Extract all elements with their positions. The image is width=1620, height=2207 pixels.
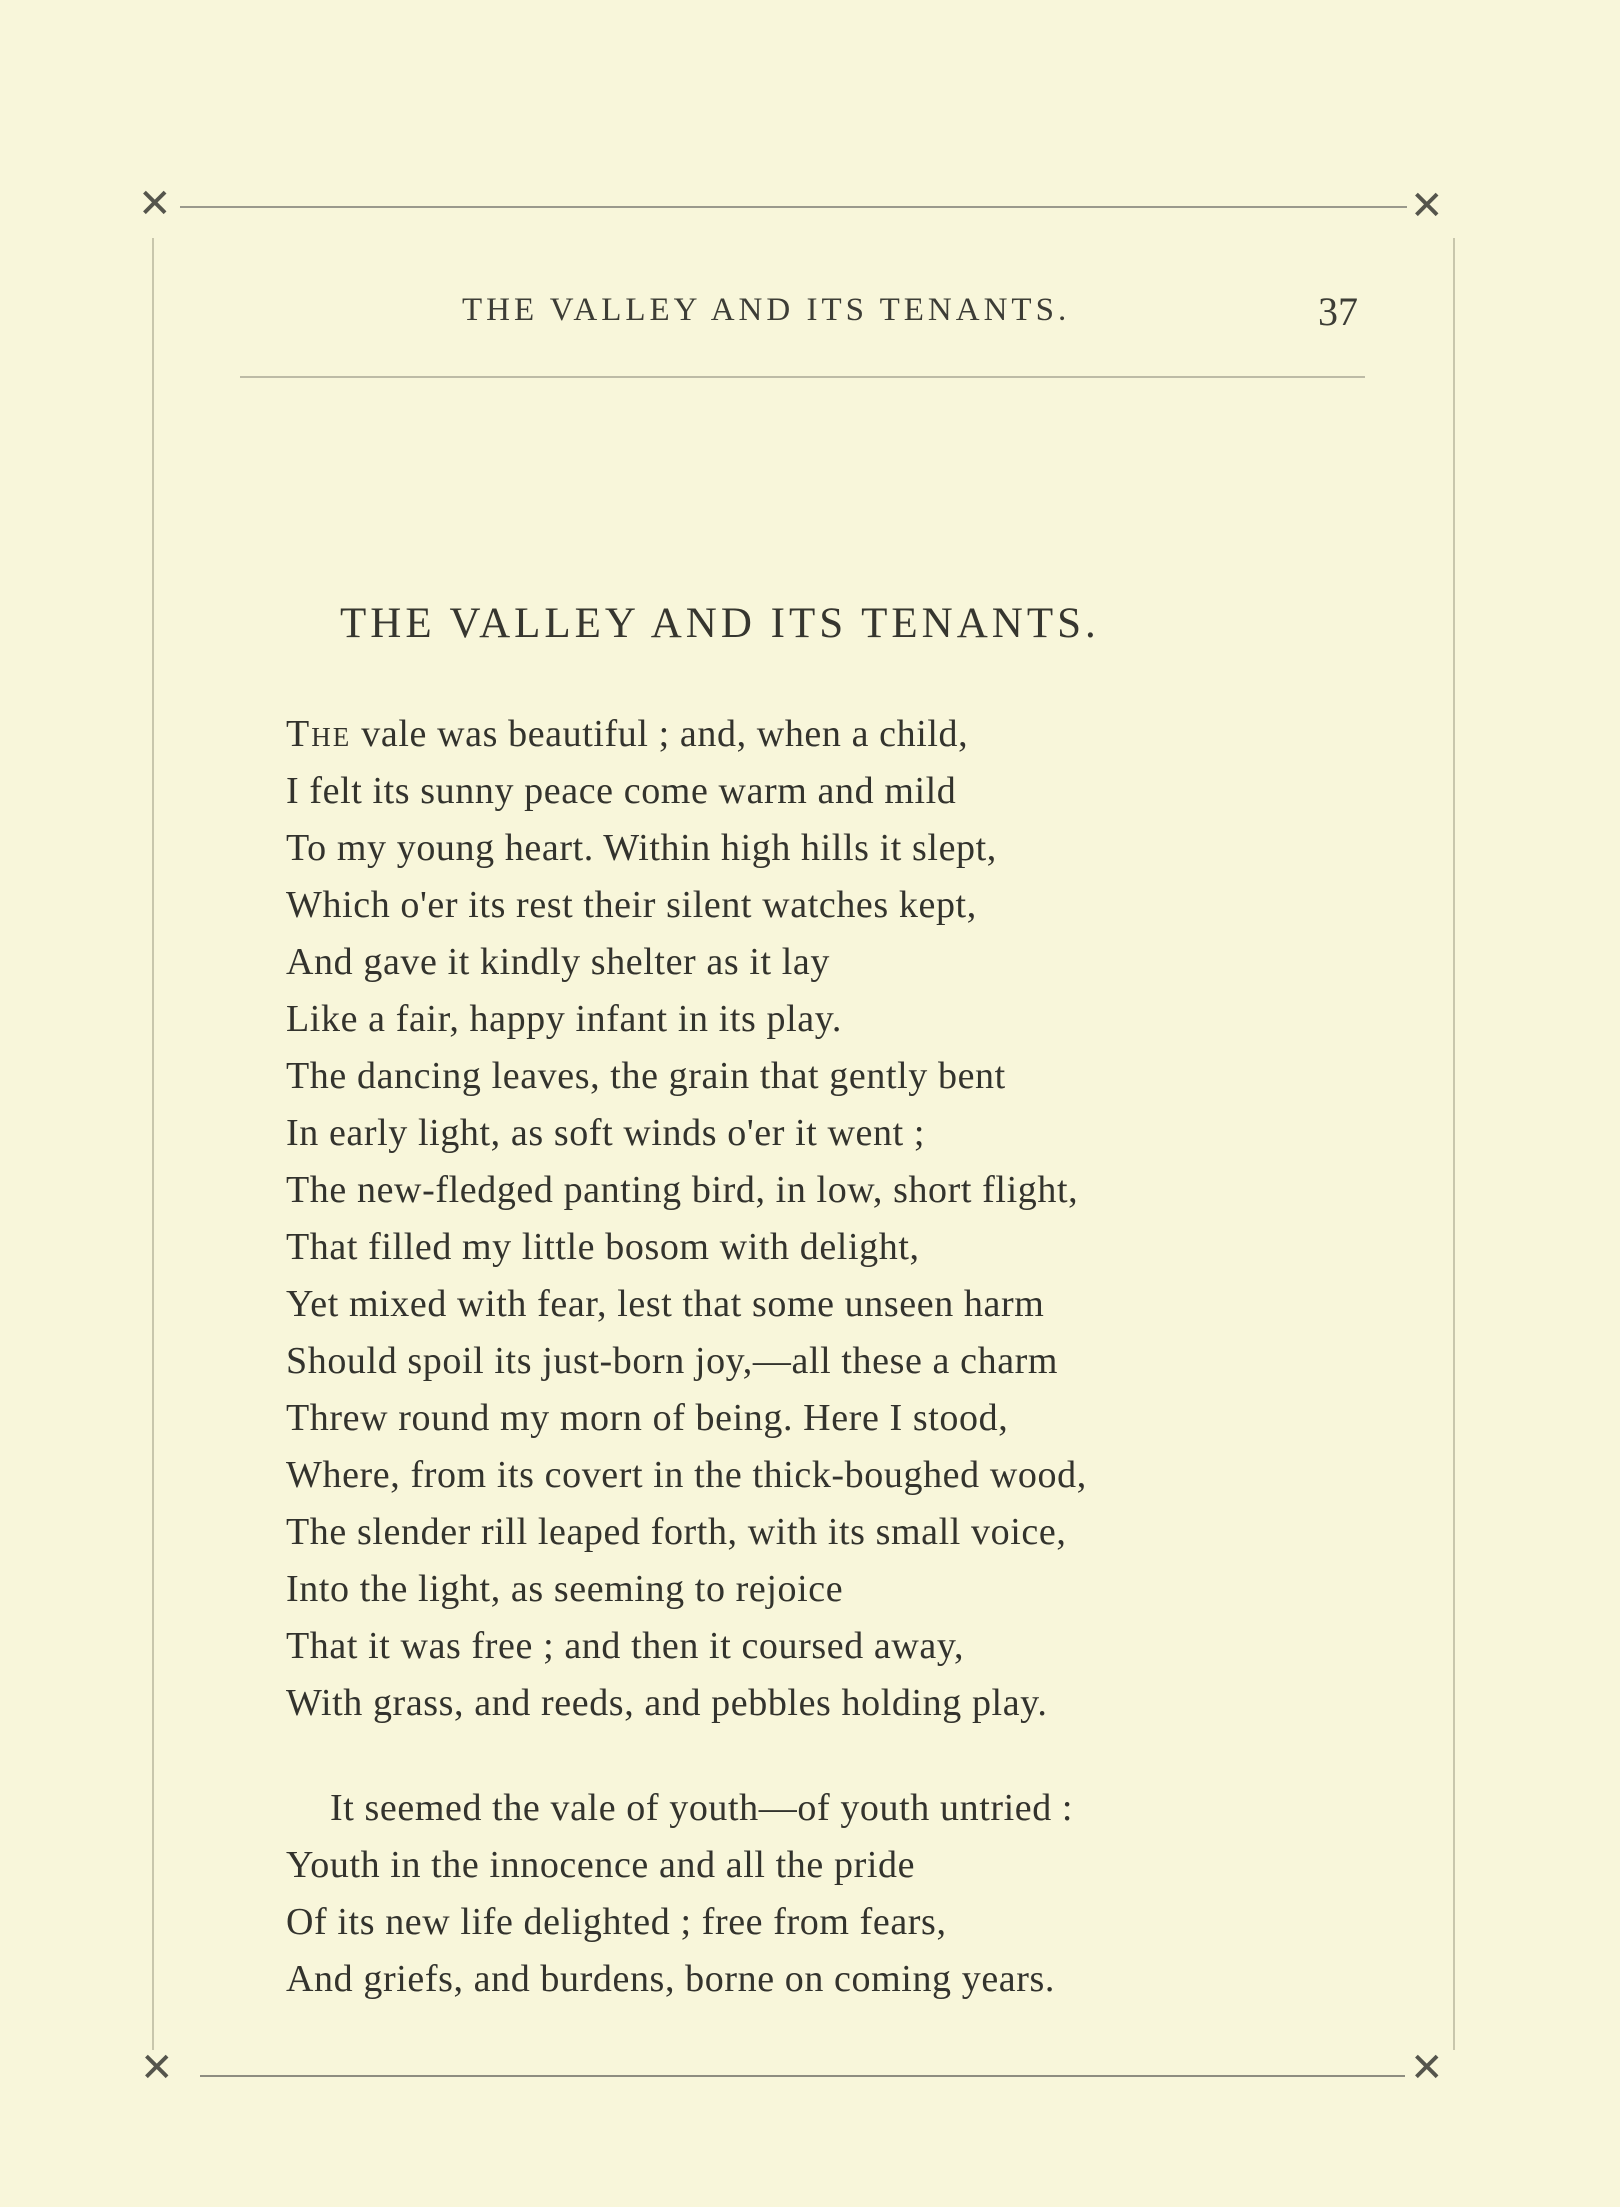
poem-line: Like a fair, happy infant in its play.	[286, 998, 842, 1040]
corner-ornament-icon: ✕	[138, 181, 172, 226]
frame-top-rule	[180, 206, 1407, 208]
corner-ornament-icon: ✕	[1410, 2045, 1444, 2090]
poem-line: Yet mixed with fear, lest that some unseen harm	[286, 1283, 1045, 1325]
poem-line: I felt its sunny peace come warm and mild	[286, 770, 957, 812]
poem-line: Should spoil its just-born joy,—all these a charm	[286, 1340, 1059, 1382]
poem-line: And gave it kindly shelter as it lay	[286, 941, 830, 983]
poem-line: It seemed the vale of youth—of youth untried :	[330, 1787, 1074, 1829]
poem-line: To my young heart. Within high hills it slept,	[286, 827, 997, 869]
header-rule	[240, 376, 1365, 378]
frame-bottom-rule	[200, 2075, 1405, 2077]
poem-line: That filled my little bosom with delight,	[286, 1226, 920, 1268]
poem-line: With grass, and reeds, and pebbles holding play.	[286, 1682, 1048, 1724]
poem-line: Where, from its covert in the thick-boughed wood,	[286, 1454, 1087, 1496]
stanza-2	[286, 1780, 1366, 2008]
first-word: The	[286, 713, 352, 755]
first-line-rest: vale was beautiful ; and, when a child,	[351, 713, 969, 755]
poem-line: Into the light, as seeming to rejoice	[286, 1568, 844, 1610]
poem-line: The slender rill leaped forth, with its small voice,	[286, 1511, 1067, 1553]
running-head	[0, 288, 1620, 332]
frame-left-rule	[152, 238, 154, 2050]
poem-line: Youth in the innocence and all the pride	[286, 1844, 916, 1886]
poem-line: The dancing leaves, the grain that gently bent	[286, 1055, 1006, 1097]
poem-line: Threw round my morn of being. Here I stood,	[286, 1397, 1009, 1439]
poem-line	[286, 706, 1366, 763]
corner-ornament-icon: ✕	[140, 2045, 174, 2090]
poem-line: In early light, as soft winds o'er it went ;	[286, 1112, 926, 1154]
poem-line: Which o'er its rest their silent watches kept,	[286, 884, 977, 926]
page-number: 37	[1318, 289, 1358, 334]
poem-line: The new-fledged panting bird, in low, short flight,	[286, 1169, 1079, 1211]
poem-line: That it was free ; and then it coursed away,	[286, 1625, 965, 1667]
corner-ornament-icon: ✕	[1410, 183, 1444, 228]
running-title: THE VALLEY AND ITS TENANTS.	[462, 292, 1071, 328]
poem-line: Of its new life delighted ; free from fears,	[286, 1901, 947, 1943]
frame-right-rule	[1453, 238, 1455, 2050]
poem-title: THE VALLEY AND ITS TENANTS.	[340, 600, 1100, 647]
poem-line: And griefs, and burdens, borne on coming years.	[286, 1958, 1056, 2000]
stanza-1	[286, 706, 1366, 1732]
